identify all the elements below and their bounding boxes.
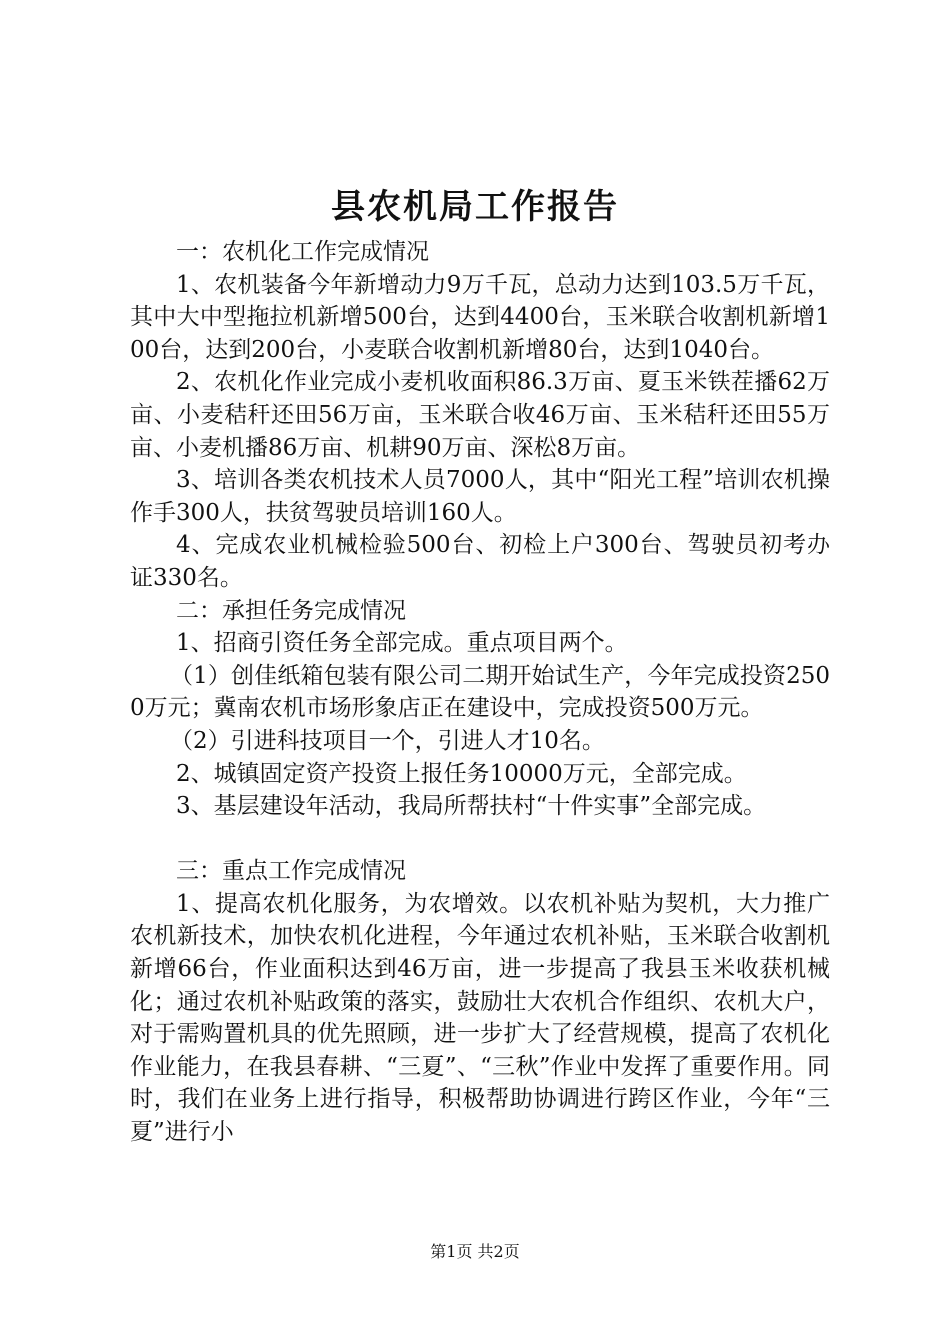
section-heading: 二：承担任务完成情况 [176,597,406,624]
paragraph: 1、农机装备今年新增动力9万千瓦，总动力达到103.5万千瓦，其中大中型拖拉机新增500台，达到4400台，玉米联合收割机新增100台，达到200台，小麦联合收割机新增80台，达到1040台。 [130,271,830,363]
blank-line [130,823,830,856]
section-heading: 一：农机化工作完成情况 [176,239,429,265]
paragraph: 4、完成农业机械检验500台、初检上户300台、驾驶员初考办证330名。 [130,532,830,591]
paragraph: 1、提高农机化服务，为农增效。以农机补贴为契机，大力推广农机新技术，加快农机化进程，今年通过农机补贴，玉米联合收割机新增66台，作业面积达到46万亩，进一步提高了我县玉米收获机械化；通过农机补贴政策的落实，鼓励壮大农机合作组织、农机大户，对于需购置机具的优先照顾，进一步扩大了经营规模，提高了农机化作业能力，在我县春耕、“三夏”、“三秋”作业中发挥了重要作用。同时，我们在业务上进行指导，积极帮助协调进行跨区作业，今年“三夏”进行小 [130,890,830,1146]
section-heading: 三：重点工作完成情况 [176,858,406,885]
paragraph: 3、基层建设年活动，我局所帮扶村“十件实事”全部完成。 [176,793,767,820]
paragraph: （1）创佳纸箱包装有限公司二期开始试生产，今年完成投资2500万元；冀南农机市场形象店正在建设中，完成投资500万元。 [130,662,830,722]
paragraph: 1、招商引资任务全部完成。重点项目两个。 [176,630,628,657]
paragraph: 3、培训各类农机技术人员7000人，其中“阳光工程”培训农机操作手300人，扶贫驾驶员培训160人。 [130,467,830,526]
paragraph: 2、农机化作业完成小麦机收面积86.3万亩、夏玉米铁茬播62万亩、小麦秸秆还田56万亩，玉米联合收46万亩、玉米秸秆还田55万亩、小麦机播86万亩、机耕90万亩、深松8万亩。 [130,369,830,461]
paragraph: （2）引进科技项目一个，引进人才10名。 [170,727,605,754]
page-footer: 第1页 共2页 [430,1242,520,1261]
document-title: 县农机局工作报告 [331,187,619,227]
paragraph: 2、城镇固定资产投资上报任务10000万元，全部完成。 [176,760,747,787]
document-body [130,236,830,1149]
